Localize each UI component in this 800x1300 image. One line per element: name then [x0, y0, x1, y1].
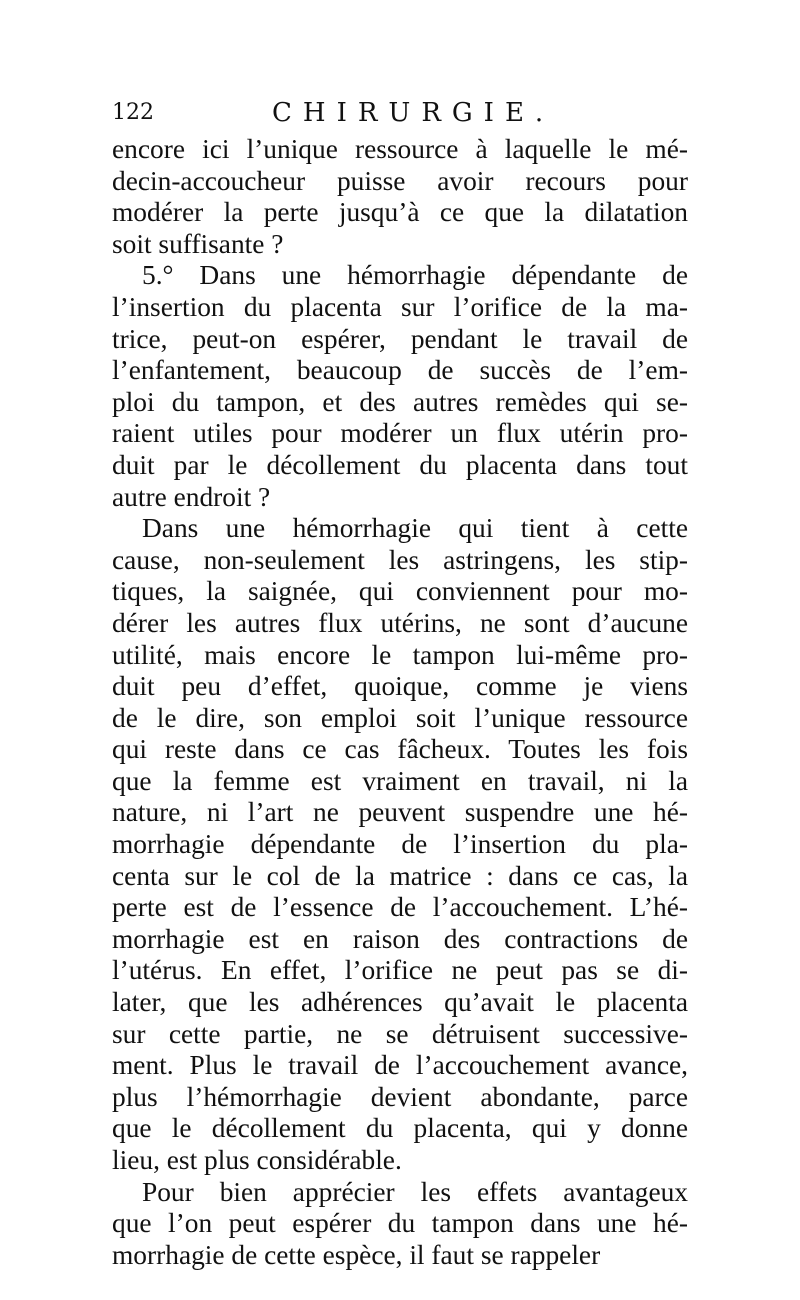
text-line: encore ici l’unique ressource à laquelle le mé- [112, 134, 688, 164]
text-line: soit suffisante ? [112, 228, 284, 259]
running-title: CHIRURGIE. [272, 98, 555, 128]
text-line: autre endroit ? [112, 481, 271, 512]
text-line: Pour bien apprécier les effets avantageux [142, 1176, 688, 1207]
paragraph [112, 1177, 688, 1272]
text-line: l’utérus. En effet, l’orifice ne peut pas se di- [112, 955, 688, 986]
text-line: plus l’hémorrhagie devient abondante, parce [112, 1081, 688, 1112]
text-line: tiques, la saignée, qui conviennent pour mo- [112, 576, 688, 607]
text-line: 5.° Dans une hémorrhagie dépendante de [142, 260, 688, 291]
text-line: que la femme est vraiment en travail, ni la [112, 765, 688, 796]
paragraph [112, 513, 688, 1176]
paragraph [112, 260, 688, 513]
text-line: de le dire, son emploi soit l’unique ressource [112, 702, 688, 733]
text-line: sur cette partie, ne se détruisent successive- [112, 1018, 688, 1049]
text-line: duit peu d’effet, quoique, comme je viens [112, 671, 688, 702]
text-line: lieu, est plus considérable. [112, 1145, 402, 1175]
text-line: que l’on peut espérer du tampon dans une hé- [112, 1208, 688, 1239]
text-line: morrhagie est en raison des contractions de [112, 923, 688, 954]
text-line: modérer la perte jusqu’à ce que la dilatation [112, 197, 688, 228]
text-line: que le décollement du placenta, qui y donne [112, 1113, 688, 1144]
text-line: perte est de l’essence de l’accouchement. L’hé- [112, 892, 688, 923]
text-line: trice, peut-on espérer, pendant le travail de [112, 323, 688, 354]
text-line: raient utiles pour modérer un flux utérin pro- [112, 418, 688, 449]
text-line: centa sur le col de la matrice : dans ce cas, la [112, 860, 688, 891]
text-line: l’enfantement, beaucoup de succès de l’em- [112, 355, 688, 386]
text-line: nature, ni l’art ne peuvent suspendre une hé- [112, 797, 688, 828]
text-line: decin-accoucheur puisse avoir recours pour [112, 165, 688, 196]
running-header [112, 92, 688, 134]
book-page [112, 92, 688, 1271]
page-number: 122 [112, 100, 154, 125]
text-line: morrhagie de cette espèce, il faut se rappeler [112, 1239, 601, 1270]
text-line: Dans une hémorrhagie qui tient à cette [142, 513, 688, 544]
text-line: duit par le décollement du placenta dans tout [112, 449, 688, 480]
text-line: cause, non-seulement les astringens, les stip- [112, 544, 688, 575]
text-line: utilité, mais encore le tampon lui-même pro- [112, 639, 688, 670]
paragraph [112, 134, 688, 260]
text-line: ment. Plus le travail de l’accouchement avance, [112, 1050, 688, 1081]
text-line: morrhagie dépendante de l’insertion du pla- [112, 829, 688, 860]
text-line: qui reste dans ce cas fâcheux. Toutes les fois [112, 734, 688, 765]
text-line: dérer les autres flux utérins, ne sont d’aucune [112, 607, 688, 638]
text-line: later, que les adhérences qu’avait le placenta [112, 987, 688, 1018]
body-text [112, 134, 688, 1271]
text-line: l’insertion du placenta sur l’orifice de la ma- [112, 291, 688, 322]
text-line: ploi du tampon, et des autres remèdes qui se- [112, 386, 688, 417]
